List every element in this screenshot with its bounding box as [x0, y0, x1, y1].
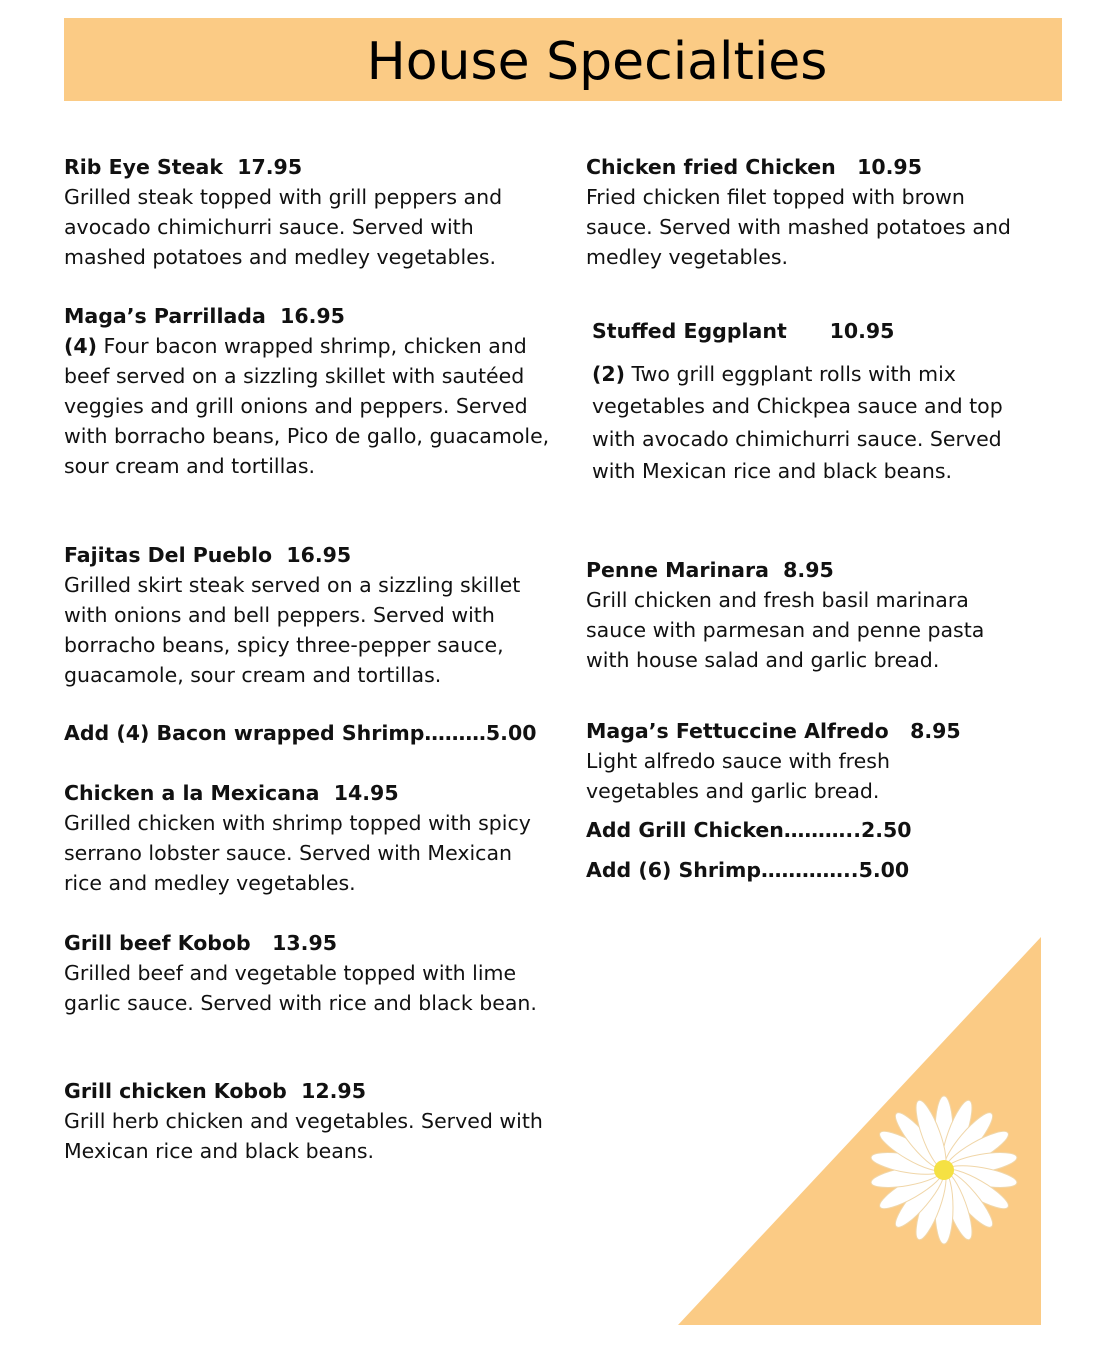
menu-item-description: Fried chicken filet topped with brown sauce. Served with mashed potatoes and medley vegetables. [586, 185, 1011, 269]
menu-item-quantity: (2) [592, 361, 626, 386]
page-title: House Specialties [366, 32, 828, 92]
addon-shrimp: Add (6) Shrimp…………..5.00 [586, 858, 910, 882]
menu-item-description: Grilled skirt steak served on a sizzling skillet with onions and bell peppers. Served with borracho beans, spicy three-pepper sauce, guacamole, sour cream and tortillas. [64, 573, 521, 687]
menu-item-name: Chicken fried Chicken 10.95 [586, 155, 922, 179]
menu-item-description: Grilled chicken with shrimp topped with spicy serrano lobster sauce. Served with Mexican rice and medley vegetables. [64, 811, 531, 895]
addon-grill-chicken: Add Grill Chicken………..2.50 [586, 818, 912, 842]
menu-item-description: Light alfredo sauce with fresh vegetables and garlic bread. [586, 749, 890, 803]
menu-item-description: Grill chicken and fresh basil marinara sauce with parmesan and penne pasta with house salad and garlic bread. [586, 588, 985, 672]
menu-item-description: Grill herb chicken and vegetables. Served with Mexican rice and black beans. [64, 1109, 543, 1163]
menu-item-name: Penne Marinara 8.95 [586, 558, 834, 582]
menu-item-name: Maga’s Fettuccine Alfredo 8.95 [586, 719, 961, 743]
daisy-center [934, 1160, 954, 1180]
menu-item-name: Grill chicken Kobob 12.95 [64, 1079, 366, 1103]
menu-item-description: Grilled beef and vegetable topped with lime garlic sauce. Served with rice and black bean. [64, 961, 537, 1015]
menu-item-quantity: (4) [64, 334, 98, 358]
menu-item-name: Grill beef Kobob 13.95 [64, 931, 337, 955]
menu-item-name: Fajitas Del Pueblo 16.95 [64, 543, 352, 567]
menu-item-name: Rib Eye Steak 17.95 [64, 155, 303, 179]
menu-item-name: Chicken a la Mexicana 14.95 [64, 781, 399, 805]
menu-item-description: Two grill eggplant rolls with mix vegetables and Chickpea sauce and top with avocado chimichurri sauce. Served with Mexican rice and black beans. [592, 361, 1003, 483]
addon-bacon-shrimp: Add (4) Bacon wrapped Shrimp………5.00 [64, 721, 537, 745]
menu-item-name: Stuffed Eggplant 10.95 [592, 319, 895, 343]
menu-item-description: Grilled steak topped with grill peppers and avocado chimichurri sauce. Served with mashed potatoes and medley vegetables. [64, 185, 503, 269]
menu-item-name: Maga’s Parrillada 16.95 [64, 304, 345, 328]
menu-item-description: Four bacon wrapped shrimp, chicken and beef served on a sizzling skillet with sautéed veggies and grill onions and peppers. Served with borracho beans, Pico de gallo, guacamole, sour cream and tortillas. [64, 334, 550, 478]
